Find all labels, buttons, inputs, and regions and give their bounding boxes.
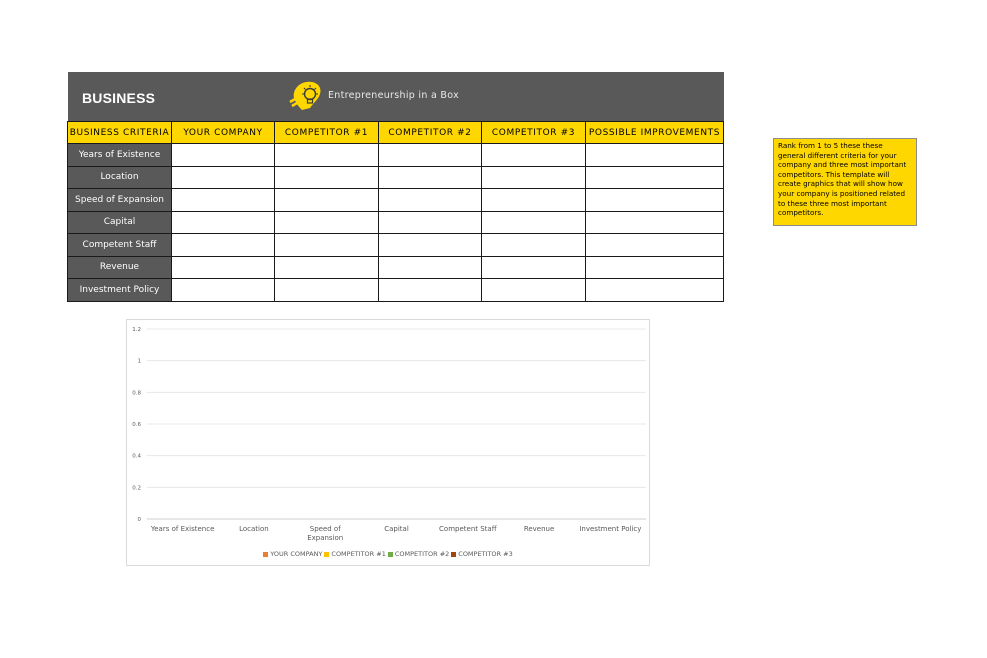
score-cell[interactable]: [379, 279, 482, 302]
brand-name: Entrepreneurship in a Box: [328, 90, 459, 101]
score-cell[interactable]: [172, 211, 275, 234]
comparison-chart: [126, 319, 650, 566]
score-cell[interactable]: [379, 256, 482, 279]
page-title: BUSINESS: [82, 90, 156, 106]
table-row: [68, 256, 724, 279]
column-header: POSSIBLE IMPROVEMENTS: [586, 122, 724, 144]
score-cell[interactable]: [482, 234, 586, 257]
table-row: [68, 234, 724, 257]
x-tick-label: Years of Existence: [150, 525, 215, 533]
criteria-label: Speed of Expansion: [68, 189, 172, 212]
criteria-label: Competent Staff: [68, 234, 172, 257]
score-cell[interactable]: [379, 189, 482, 212]
improvement-cell[interactable]: [586, 189, 724, 212]
improvement-cell[interactable]: [586, 211, 724, 234]
score-cell[interactable]: [275, 189, 379, 212]
legend-label: COMPETITOR #1: [331, 550, 386, 558]
table-row: [68, 211, 724, 234]
score-cell[interactable]: [172, 166, 275, 189]
score-cell[interactable]: [482, 256, 586, 279]
y-tick-label: 0: [137, 517, 141, 523]
x-tick-label: Investment Policy: [579, 525, 642, 533]
criteria-label: Location: [68, 166, 172, 189]
score-cell[interactable]: [275, 234, 379, 257]
y-tick-label: 0.2: [132, 485, 141, 492]
table-row: [68, 166, 724, 189]
score-cell[interactable]: [379, 166, 482, 189]
x-tick-label: Capital: [384, 525, 409, 533]
improvement-cell[interactable]: [586, 256, 724, 279]
legend-swatch: [263, 552, 268, 557]
score-cell[interactable]: [379, 234, 482, 257]
x-tick-label: Competent Staff: [439, 525, 497, 533]
score-cell[interactable]: [275, 256, 379, 279]
criteria-label: Capital: [68, 211, 172, 234]
improvement-cell[interactable]: [586, 234, 724, 257]
chart-legend: [127, 550, 649, 558]
y-tick-label: 1.2: [132, 327, 141, 333]
legend-swatch: [388, 552, 393, 557]
score-cell[interactable]: [275, 279, 379, 302]
score-cell[interactable]: [172, 144, 275, 167]
chart-canvas: [127, 320, 649, 565]
x-tick-label: Location: [239, 525, 269, 533]
business-header: [68, 72, 724, 121]
criteria-label: Revenue: [68, 256, 172, 279]
criteria-label: Years of Existence: [68, 144, 172, 167]
table-row: [68, 144, 724, 167]
legend-item: [388, 550, 449, 558]
column-header: BUSINESS CRITERIA: [68, 122, 172, 144]
score-cell[interactable]: [482, 189, 586, 212]
legend-swatch: [324, 552, 329, 557]
score-cell[interactable]: [275, 144, 379, 167]
legend-label: COMPETITOR #2: [394, 550, 450, 558]
score-cell[interactable]: [275, 166, 379, 189]
legend-label: YOUR COMPANY: [270, 550, 323, 558]
improvement-cell[interactable]: [586, 279, 724, 302]
improvement-cell[interactable]: [586, 144, 724, 167]
score-cell[interactable]: [482, 211, 586, 234]
score-cell[interactable]: [482, 279, 586, 302]
table-row: [68, 189, 724, 212]
improvement-cell[interactable]: [586, 166, 724, 189]
column-header: COMPETITOR #3: [482, 122, 586, 144]
score-cell[interactable]: [482, 166, 586, 189]
lightbulb-logo-icon: [288, 76, 328, 116]
column-header: COMPETITOR #1: [275, 122, 379, 144]
criteria-label: Investment Policy: [68, 279, 172, 302]
y-tick-label: 0.4: [132, 453, 141, 460]
x-tick-label: Revenue: [523, 525, 555, 533]
y-tick-label: 0.6: [132, 422, 141, 428]
instruction-note: Rank from 1 to 5 these these general different criteria for your company and three most important competitors. This template will create graphics that will show how your company is positioned related to these three most important competitors.: [773, 138, 917, 226]
legend-swatch: [451, 552, 456, 557]
legend-item: [263, 550, 322, 558]
table-header-row: [68, 122, 724, 144]
score-cell[interactable]: [172, 189, 275, 212]
legend-item: [451, 550, 512, 558]
legend-item: [324, 550, 385, 558]
legend-label: COMPETITOR #3: [458, 550, 513, 558]
score-cell[interactable]: [172, 279, 275, 302]
score-cell[interactable]: [379, 211, 482, 234]
score-cell[interactable]: [275, 211, 379, 234]
x-tick-label: Speed of Expansion: [307, 525, 344, 542]
score-cell[interactable]: [172, 256, 275, 279]
criteria-table: [67, 121, 724, 302]
score-cell[interactable]: [482, 144, 586, 167]
score-cell[interactable]: [172, 234, 275, 257]
y-tick-label: 0.8: [132, 390, 141, 397]
column-header: COMPETITOR #2: [379, 122, 482, 144]
table-row: [68, 279, 724, 302]
score-cell[interactable]: [379, 144, 482, 167]
y-tick-label: 1: [137, 358, 141, 365]
column-header: YOUR COMPANY: [172, 122, 275, 144]
